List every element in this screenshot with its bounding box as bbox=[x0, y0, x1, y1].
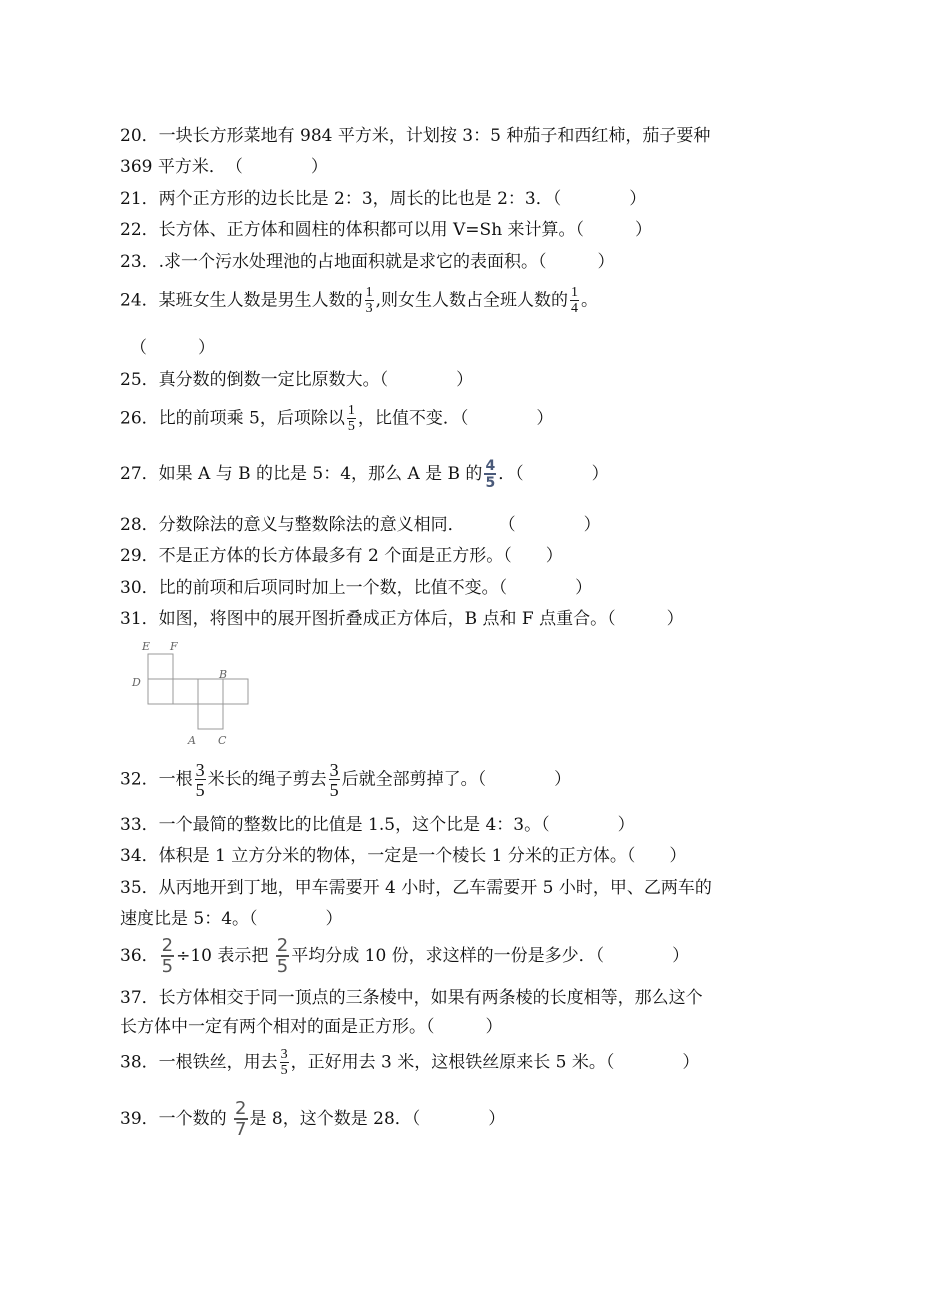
q32-post: 后就全部剪掉了。（ ） bbox=[341, 769, 572, 790]
q36-frac2: $\frac{2}{5}$ bbox=[276, 935, 289, 977]
q35-line1: 35．从丙地开到丁地，甲车需要开 4 小时，乙车需要开 5 小时，甲、乙两车的 bbox=[120, 878, 712, 898]
q39-frac: $\frac{2}{7}$ bbox=[235, 1098, 247, 1140]
q38-frac: $\frac{3}{5}$ bbox=[280, 1047, 288, 1078]
q25: 25．真分数的倒数一定比原数大。（ ） bbox=[120, 370, 474, 390]
q24-mid: ,则女生人数占全班人数的 bbox=[375, 290, 569, 311]
q34: 34．体积是 1 立方分米的物体，一定是一个棱长 1 分米的正方体。（ ） bbox=[120, 846, 687, 866]
q36-mid: ÷10 表示把 bbox=[176, 946, 274, 966]
q32-pre: 32．一根 bbox=[120, 769, 193, 790]
q27-pre: 27．如果 A 与 B 的比是 5：4，那么 A 是 B 的 bbox=[120, 464, 483, 484]
q39-pre: 39．一个数的 bbox=[120, 1109, 233, 1129]
net-square-2 bbox=[173, 679, 198, 704]
q27-post: ．（ ） bbox=[498, 464, 609, 484]
q32-mid: 米长的绳子剪去 bbox=[207, 769, 327, 790]
q36-frac1: $\frac{2}{5}$ bbox=[161, 935, 174, 977]
q38 bbox=[120, 1048, 699, 1078]
q37-line1: 37．长方体相交于同一顶点的三条棱中，如果有两条棱的长度相等，那么这个 bbox=[120, 988, 703, 1008]
q20-line1: 20．一块长方形菜地有 984 平方米，计划按 3：5 种茄子和西红柿，茄子要种 bbox=[120, 126, 711, 146]
q29: 29．不是正方体的长方体最多有 2 个面是正方形。（ ） bbox=[120, 546, 563, 566]
net-square-1 bbox=[148, 679, 173, 704]
label-B: B bbox=[219, 668, 228, 681]
q23: 23．.求一个污水处理池的占地面积就是求它的表面积。（ ） bbox=[120, 252, 615, 272]
net-square-top bbox=[148, 654, 173, 679]
q24-frac2: $\frac{1}{4}$ bbox=[571, 285, 579, 316]
q36-pre: 36． bbox=[120, 946, 159, 966]
q20-line2: 369 平方米． （ ） bbox=[120, 157, 328, 177]
label-D: D bbox=[132, 676, 141, 689]
q32 bbox=[120, 761, 571, 799]
q26-pre: 26．比的前项乘 5，后项除以 bbox=[120, 408, 345, 429]
net-square-4 bbox=[223, 679, 248, 704]
q39-post: 是 8，这个数是 28．（ ） bbox=[249, 1109, 506, 1129]
label-C: C bbox=[218, 734, 227, 747]
q37-line2: 长方体中一定有两个相对的面是正方形。（ ） bbox=[120, 1017, 503, 1037]
q33: 33．一个最简的整数比的比值是 1.5，这个比是 4：3。（ ） bbox=[120, 815, 635, 835]
net-square-bottom bbox=[198, 704, 223, 729]
q36-post: 平均分成 10 份，求这样的一份是多少．（ ） bbox=[291, 946, 690, 966]
q36 bbox=[120, 937, 689, 976]
q21: 21．两个正方形的边长比是 2：3，周长的比也是 2：3．（ ） bbox=[120, 189, 647, 209]
q30: 30．比的前项和后项同时加上一个数，比值不变。（ ） bbox=[120, 578, 593, 598]
q27 bbox=[120, 459, 609, 490]
q24-answer-paren: （ ） bbox=[130, 338, 215, 358]
net-square-3 bbox=[198, 679, 223, 704]
q28: 28．分数除法的意义与整数除法的意义相同． （ ） bbox=[120, 515, 601, 535]
q26-frac: $\frac{1}{5}$ bbox=[347, 403, 355, 434]
q27-frac: $\frac{4}{5}$ bbox=[485, 458, 496, 491]
q24-pre: 24．某班女生人数是男生人数的 bbox=[120, 290, 363, 311]
cube-net-figure bbox=[128, 636, 258, 748]
q31: 31．如图，将图中的展开图折叠成正方体后，B 点和 F 点重合。（ ） bbox=[120, 609, 684, 629]
q24-frac1: $\frac{1}{3}$ bbox=[365, 285, 373, 316]
label-A: A bbox=[188, 734, 196, 747]
q24-post: 。 bbox=[581, 290, 599, 311]
q26-post: ，比值不变．（ ） bbox=[357, 408, 554, 429]
q32-frac2: $\frac{3}{5}$ bbox=[329, 760, 339, 800]
q35-line2: 速度比是 5：4。（ ） bbox=[120, 909, 343, 929]
q38-post: ，正好用去 3 米，这根铁丝原来长 5 米。（ ） bbox=[290, 1052, 700, 1073]
q22: 22．长方体、正方体和圆柱的体积都可以用 V=Sh 来计算。（ ） bbox=[120, 220, 653, 240]
label-E: E bbox=[142, 640, 151, 653]
q26 bbox=[120, 404, 553, 434]
label-F: F bbox=[170, 640, 178, 653]
q38-pre: 38．一根铁丝，用去 bbox=[120, 1052, 278, 1073]
q39 bbox=[120, 1100, 505, 1139]
q32-frac1: $\frac{3}{5}$ bbox=[195, 760, 205, 800]
q24 bbox=[120, 286, 598, 316]
